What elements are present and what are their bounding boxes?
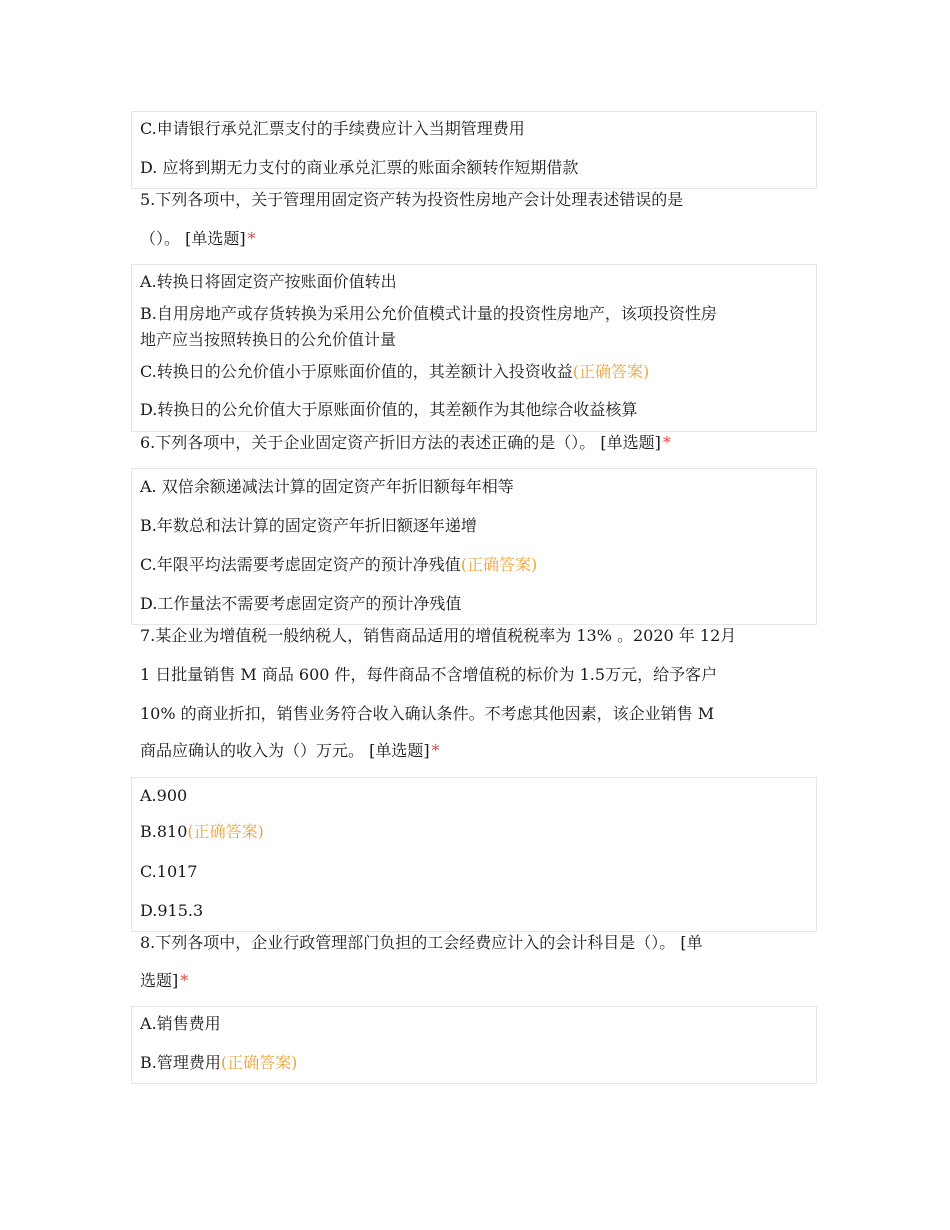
q7-stem-line2 (140, 664, 717, 686)
q6-option-a[interactable] (140, 476, 514, 498)
option-text: A. 双倍余额递减法计算的固定资产年折旧额每年相等 (140, 477, 514, 496)
question-type: 选题] (140, 971, 179, 990)
question-type: （）。 [单选题] (140, 229, 246, 248)
q7-stem-line4 (140, 740, 440, 762)
correct-answer-label: (正确答案) (187, 822, 264, 841)
option-text: C.年限平均法需要考虑固定资产的预计净残值 (140, 555, 461, 574)
q8-stem-line2 (140, 970, 188, 992)
q7-option-d[interactable] (140, 900, 203, 922)
q8-stem-line1 (140, 932, 703, 954)
q5-option-b[interactable] (140, 303, 717, 325)
q5-stem-line1 (140, 189, 683, 211)
q6-option-c[interactable] (140, 554, 537, 576)
q8-option-a[interactable] (140, 1013, 221, 1035)
q4-option-c[interactable] (140, 118, 525, 140)
option-text: D.工作量法不需要考虑固定资产的预计净残值 (140, 594, 462, 613)
q7-options-box (131, 777, 817, 932)
option-text: D.915.3 (140, 901, 204, 920)
question-text: 6.下列各项中，关于企业固定资产折旧方法的表述正确的是（）。 [单选题] (140, 433, 661, 452)
q7-option-b[interactable] (140, 821, 264, 843)
question-text: 7.某企业为增值税一般纳税人，销售商品适用的增值税税率为 13% 。2020 年 12月 (140, 626, 737, 645)
option-text: A.900 (140, 786, 188, 805)
question-text: 1 日批量销售 M 商品 600 件，每件商品不含增值税的标价为 1.5万元，给予客户 (140, 665, 718, 684)
required-mark: * (431, 741, 440, 760)
question-text: 10% 的商业折扣，销售业务符合收入确认条件。不考虑其他因素，该企业销售 M (140, 704, 715, 723)
q7-stem-line3 (140, 703, 714, 725)
correct-answer-label: (正确答案) (460, 555, 538, 574)
q5-option-c[interactable] (140, 361, 649, 383)
q4-option-d[interactable] (140, 157, 578, 179)
correct-answer-label: (正确答案) (220, 1053, 298, 1072)
option-text: D. 应将到期无力支付的商业承兑汇票的账面余额转作短期借款 (140, 158, 579, 177)
option-text: B.年数总和法计算的固定资产年折旧额逐年递增 (140, 516, 477, 535)
q5-option-b-cont (140, 329, 396, 351)
required-mark: * (662, 433, 671, 452)
q8-option-b[interactable] (140, 1052, 297, 1074)
q5-option-d[interactable] (140, 399, 637, 421)
option-text: 地产应当按照转换日的公允价值计量 (140, 330, 397, 349)
q7-option-a[interactable] (140, 785, 187, 807)
option-text: C.转换日的公允价值小于原账面价值的，其差额计入投资收益 (140, 362, 573, 381)
option-text: B.810 (140, 822, 188, 841)
q7-stem-line1 (140, 625, 736, 647)
question-text: 5.下列各项中，关于管理用固定资产转为投资性房地产会计处理表述错误的是 (140, 190, 684, 209)
q6-stem-line1 (140, 432, 671, 454)
option-text: B.管理费用 (140, 1053, 221, 1072)
question-type: 商品应确认的收入为（）万元。 [单选题] (140, 741, 430, 760)
option-text: C.1017 (140, 862, 198, 881)
required-mark: * (247, 229, 256, 248)
q5-stem-line2 (140, 228, 256, 250)
question-text: 8.下列各项中，企业行政管理部门负担的工会经费应计入的会计科目是（）。 [单 (140, 933, 703, 952)
option-text: A.销售费用 (140, 1014, 221, 1033)
option-text: C.申请银行承兑汇票支付的手续费应计入当期管理费用 (140, 119, 525, 138)
correct-answer-label: (正确答案) (572, 362, 650, 381)
q7-option-c[interactable] (140, 861, 197, 883)
q6-option-d[interactable] (140, 593, 461, 615)
q6-option-b[interactable] (140, 515, 477, 537)
required-mark: * (180, 971, 189, 990)
q5-option-a[interactable] (140, 271, 397, 293)
option-text: D.转换日的公允价值大于原账面价值的，其差额作为其他综合收益核算 (140, 400, 638, 419)
option-text: B.自用房地产或存货转换为采用公允价值模式计量的投资性房地产，该项投资性房 (140, 304, 717, 323)
option-text: A.转换日将固定资产按账面价值转出 (140, 272, 397, 291)
